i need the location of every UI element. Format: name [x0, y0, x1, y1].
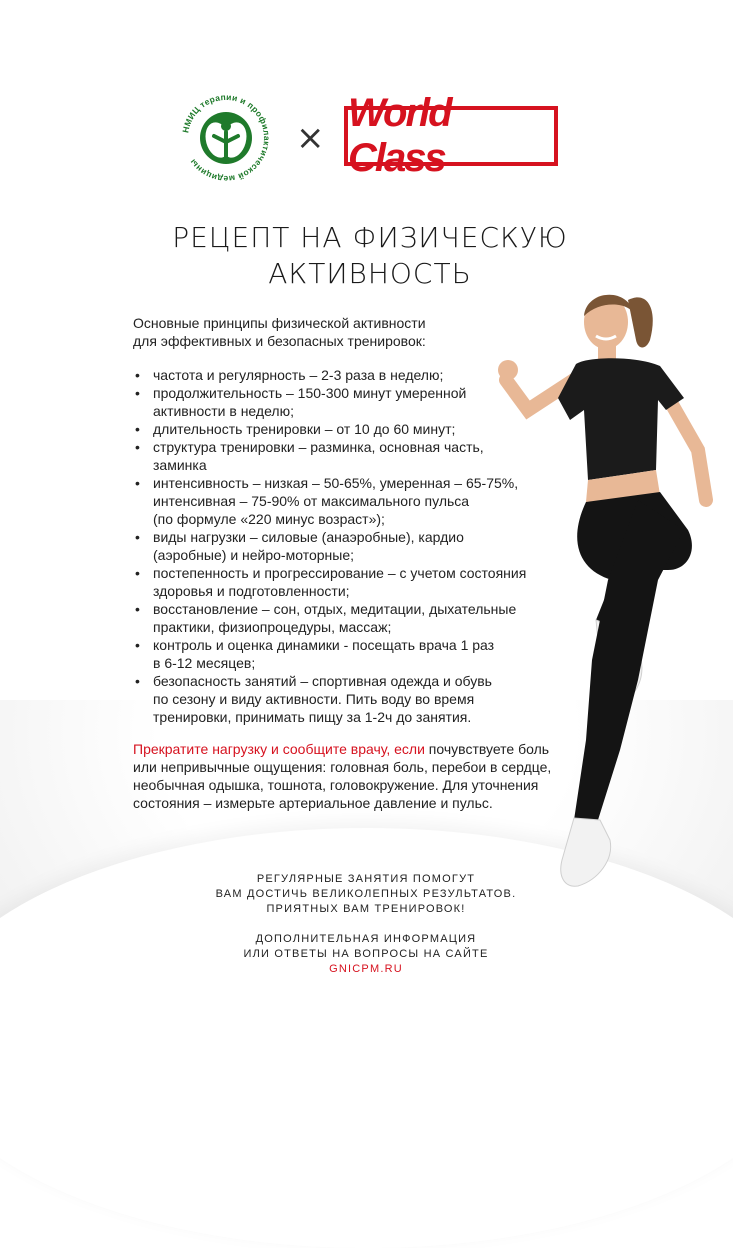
warning-line-1-rest: почувствуете боль: [424, 741, 550, 757]
list-item-line: постепенность и прогрессирование – с учетом состояния: [153, 565, 527, 581]
list-item-line: интенсивная – 75-90% от максимального пульса: [153, 493, 470, 509]
warning-line-3: необычная одышка, тошнота, головокружение. Для уточнения: [133, 777, 539, 793]
list-item-line: активности в неделю;: [153, 403, 294, 419]
list-item-line: интенсивность – низкая – 50-65%, умеренная – 65-75%,: [153, 475, 519, 491]
list-item-line: структура тренировки – разминка, основная часть,: [153, 439, 484, 455]
footer-line-1: РЕГУЛЯРНЫЕ ЗАНЯТИЯ ПОМОГУТ: [256, 873, 476, 885]
bullet-dot-icon: •: [135, 421, 140, 437]
title-line-1: РЕЦЕПТ НА ФИЗИЧЕСКУЮ: [172, 221, 568, 254]
times-icon: ×: [296, 118, 325, 158]
footer-line-2: ВАМ ДОСТИЧЬ ВЕЛИКОЛЕПНЫХ РЕЗУЛЬТАТОВ.: [215, 888, 517, 900]
list-item-line: частота и регулярность – 2-3 раза в неделю;: [153, 367, 444, 383]
list-item-line: контроль и оценка динамики - посещать врача 1 раз: [153, 637, 495, 653]
list-item-line: по сезону и виду активности. Пить воду во время: [153, 691, 475, 707]
intro-line-1: Основные принципы физической активности: [133, 315, 426, 331]
bullet-dot-icon: •: [135, 673, 140, 689]
list-item-line: длительность тренировки – от 10 до 60 минут;: [153, 421, 456, 437]
bullet-dot-icon: •: [135, 475, 140, 491]
world-class-logo: [344, 91, 558, 180]
footer-line-3: ПРИЯТНЫХ ВАМ ТРЕНИРОВОК!: [266, 903, 466, 915]
website-link[interactable]: GNICPM.RU: [329, 963, 403, 975]
footer-gap: [166, 917, 566, 932]
bullet-dot-icon: •: [135, 565, 140, 581]
list-item-line: практики, физиопроцедуры, массаж;: [153, 619, 392, 635]
world-class-logo-text: World Class: [348, 91, 451, 180]
footer-line-4: ДОПОЛНИТЕЛЬНАЯ ИНФОРМАЦИЯ: [255, 933, 477, 945]
bullet-dot-icon: •: [135, 367, 140, 383]
footer: [166, 872, 566, 977]
bullet-dot-icon: •: [135, 601, 140, 617]
list-item-line: продолжительность – 150-300 минут умеренной: [153, 385, 467, 401]
warning-line-4: состояния – измерьте артериальное давление и пульс.: [133, 795, 493, 811]
footer-line-5: ИЛИ ОТВЕТЫ НА ВОПРОСЫ НА САЙТЕ: [243, 948, 489, 960]
nmic-ring-text: НМИЦ терапии и профилактической медицины: [180, 91, 273, 185]
title-line-2: АКТИВНОСТЬ: [268, 257, 472, 290]
list-item-line: здоровья и подготовленности;: [153, 583, 350, 599]
logo-row: [0, 88, 733, 188]
list-item-line: (по формуле «220 минус возраст»);: [153, 511, 385, 527]
list-item-line: тренировки, принимать пищу за 1-2ч до занятия.: [153, 709, 472, 725]
bullet-dot-icon: •: [135, 439, 140, 455]
bullet-dot-icon: •: [135, 385, 140, 401]
list-item-line: в 6-12 месяцев;: [153, 655, 256, 671]
intro-text: [133, 314, 493, 350]
list-item-line: безопасность занятий – спортивная одежда и обувь: [153, 673, 492, 689]
athlete-photo: [488, 280, 728, 890]
list-item-line: заминка: [153, 457, 207, 473]
intro-line-2: для эффективных и безопасных тренировок:: [133, 333, 426, 349]
bullet-dot-icon: •: [135, 529, 140, 545]
list-item-line: (аэробные) и нейро-моторные;: [153, 547, 354, 563]
list-item-line: виды нагрузки – силовые (анаэробные), кардио: [153, 529, 464, 545]
bullet-dot-icon: •: [135, 637, 140, 653]
warning-red-text: Прекратите нагрузку и сообщите врачу, если: [133, 741, 425, 757]
nmic-logo: [176, 88, 276, 188]
list-item-line: восстановление – сон, отдых, медитации, дыхательные: [153, 601, 517, 617]
warning-line-2: или непривычные ощущения: головная боль, перебои в сердце,: [133, 759, 552, 775]
